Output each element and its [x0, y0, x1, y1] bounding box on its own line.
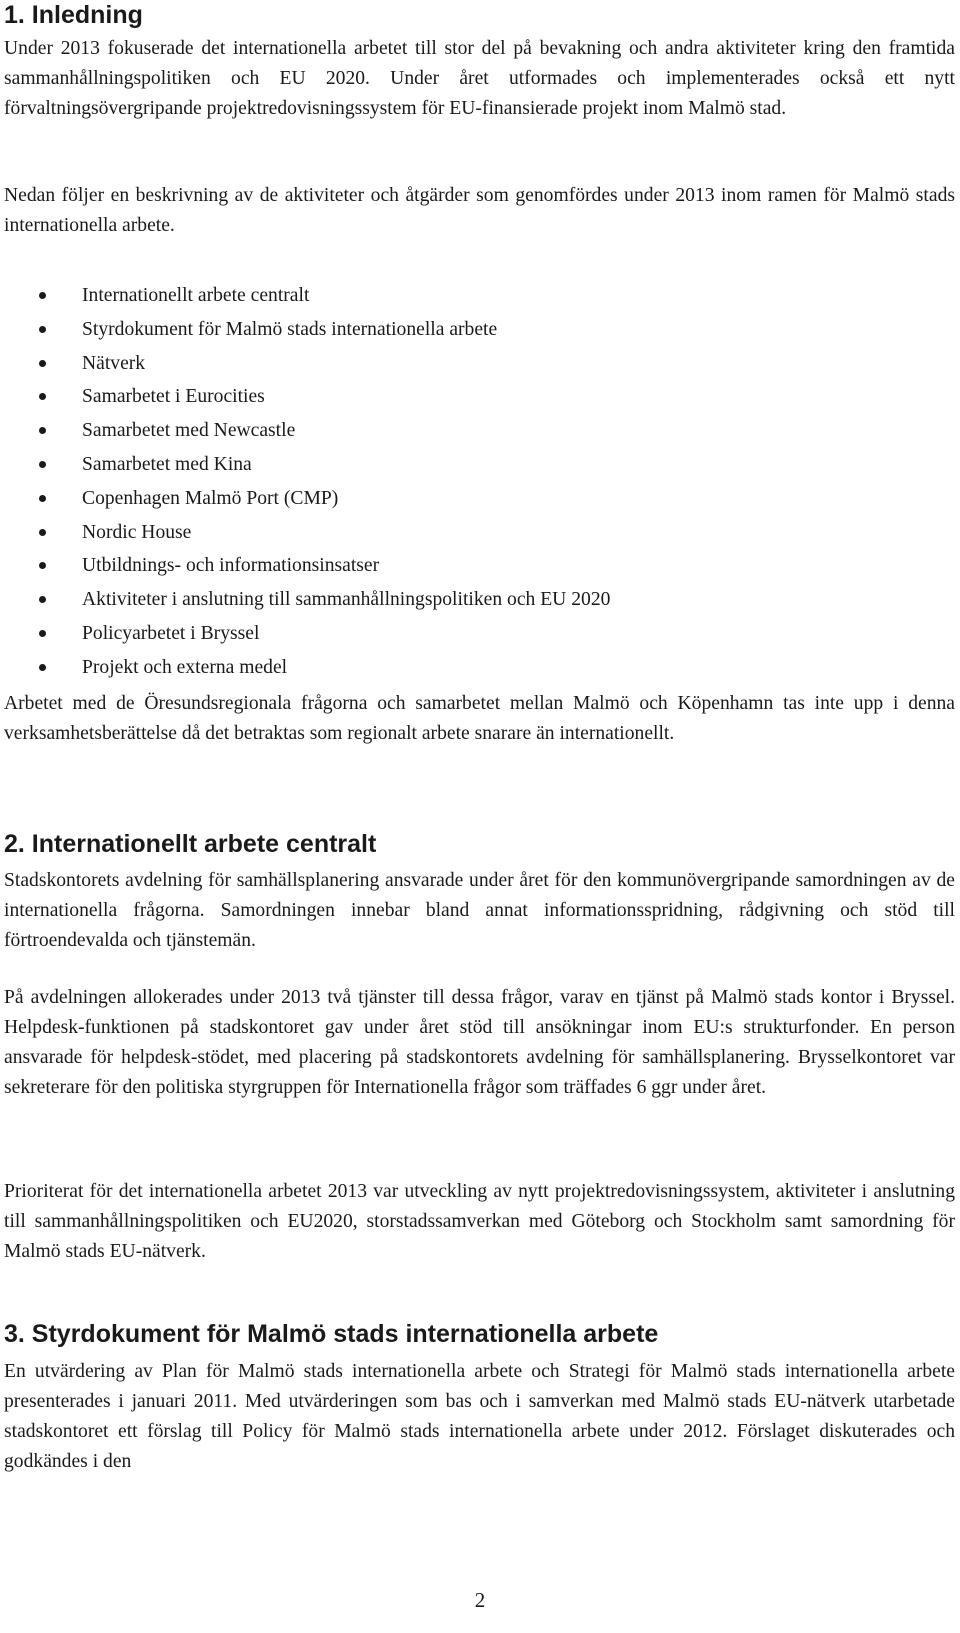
section-heading-internationellt-arbete: 2. Internationellt arbete centralt — [4, 830, 377, 858]
paragraph-oresund-note: Arbetet med de Öresundsregionala frågorna och samarbetet mellan Malmö och Köpenhamn tas inte upp i denna verksamhetsberättelse då det betraktas som regionalt arbete snarare än internationellt. — [4, 693, 955, 744]
bullet-item: Samarbetet med Kina — [4, 450, 904, 484]
bullet-dot-icon — [39, 427, 46, 434]
section-heading-styrdokument: 3. Styrdokument för Malmö stads internationella arbete — [4, 1320, 659, 1348]
bullet-dot-icon — [39, 360, 46, 367]
bullet-dot-icon — [39, 630, 46, 637]
bullet-dot-icon — [39, 461, 46, 468]
bullet-dot-icon — [39, 596, 46, 603]
bullet-item: Nätverk — [4, 349, 904, 383]
paragraph-intro: Under 2013 fokuserade det internationella arbetet till stor del på bevakning och andra aktiviteter kring den framtida sammanhållningspolitiken och EU 2020. Under året utformades och implementerades också ett nytt förvaltningsövergripande projektredovisningssystem för EU-finansierade projekt inom Malmö stad. — [4, 38, 955, 119]
bullet-dot-icon — [39, 664, 46, 671]
paragraph-stadskontoret: Stadskontorets avdelning för samhällsplanering ansvarade under året för den kommunövergripande samordningen av de internationella frågorna. Samordningen innebar bland annat informationsspridning, rådgivning och stöd till förtroendevalda och tjänstemän. — [4, 870, 955, 951]
bullet-item: Policyarbetet i Bryssel — [4, 619, 904, 653]
bullet-dot-icon — [39, 326, 46, 333]
paragraph-overview: Nedan följer en beskrivning av de aktiviteter och åtgärder som genomfördes under 2013 inom ramen för Malmö stads internationella arbete. — [4, 185, 955, 236]
bullet-dot-icon — [39, 495, 46, 502]
bullet-item: Nordic House — [4, 518, 904, 552]
activity-bullet-list — [4, 281, 904, 687]
paragraph-utvardering: En utvärdering av Plan för Malmö stads internationella arbete och Strategi för Malmö stads internationella arbete presenterades i januari 2011. Med utvärderingen som bas och i samverkan med Malmö stads EU-nätverk utarbetade stadskontoret ett förslag till Policy för Malmö stads internationella arbete under 2012. Förslaget diskuterades och godkändes i den — [4, 1361, 955, 1472]
paragraph-prioriterat: Prioriterat för det internationella arbetet 2013 var utveckling av nytt projektredovisningssystem, aktiviteter i anslutning till sammanhållningspolitiken och EU2020, storstadssamverkan med Göteborg och Stockholm samt samordning för Malmö stads EU-nätverk. — [4, 1181, 955, 1262]
bullet-dot-icon — [39, 292, 46, 299]
bullet-dot-icon — [39, 393, 46, 400]
bullet-item: Copenhagen Malmö Port (CMP) — [4, 484, 904, 518]
bullet-item: Utbildnings- och informationsinsatser — [4, 551, 904, 585]
bullet-item: Projekt och externa medel — [4, 653, 904, 687]
page-number: 2 — [474, 1588, 486, 1612]
bullet-item: Internationellt arbete centralt — [4, 281, 904, 315]
bullet-dot-icon — [39, 562, 46, 569]
bullet-dot-icon — [39, 529, 46, 536]
bullet-item: Styrdokument för Malmö stads internationella arbete — [4, 315, 904, 349]
bullet-item: Samarbetet med Newcastle — [4, 416, 904, 450]
bullet-item: Aktiviteter i anslutning till sammanhållningspolitiken och EU 2020 — [4, 585, 904, 619]
bullet-item: Samarbetet i Eurocities — [4, 382, 904, 416]
section-heading-inledning: 1. Inledning — [4, 1, 143, 29]
paragraph-allokering: På avdelningen allokerades under 2013 två tjänster till dessa frågor, varav en tjänst på Malmö stads kontor i Bryssel. Helpdesk-funktionen på stadskontoret gav under året stöd till ansökningar inom EU:s strukturfonder. En person ansvarade för helpdesk-stödet, med placering på stadskontorets avdelning för samhällsplanering. Brysselkontoret var sekreterare för den politiska styrgruppen för Internationella frågor som träffades 6 ggr under året. — [4, 987, 955, 1098]
